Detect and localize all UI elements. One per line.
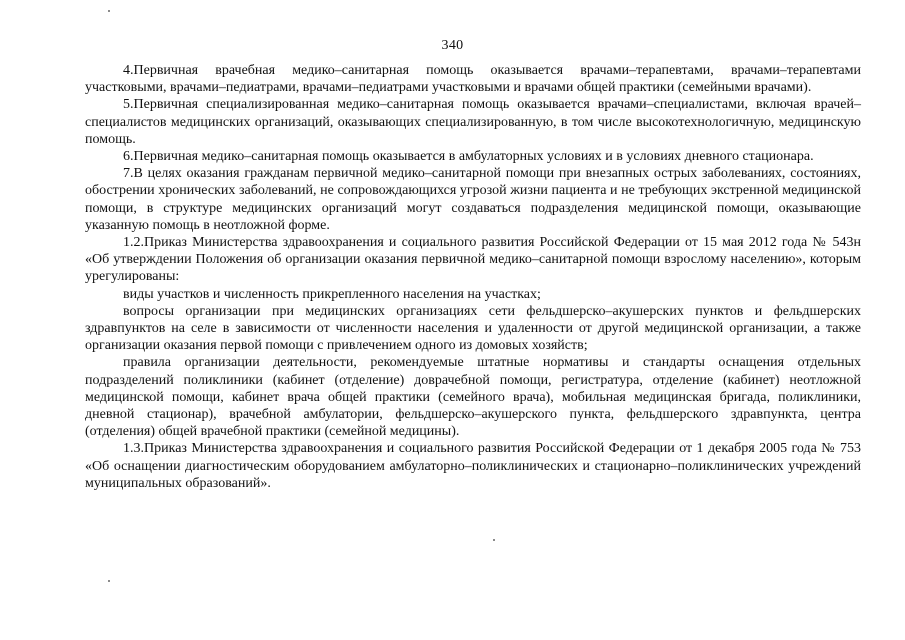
paragraph-item-6: 6.Первичная медико–санитарная помощь оказывается в амбулаторных условиях и в условиях дневного стационара. (123, 149, 814, 165)
scan-speck (108, 580, 110, 582)
page-number: 340 (441, 38, 464, 53)
scan-speck (493, 539, 495, 541)
paragraph-order-543n: 1.2.Приказ Министерства здравоохранения и социального развития Российской Федерации от 15 мая 2012 года № 543н «Об утверждении Положения об организации оказания первичной медико–санитарной помощи взрослому населению», которым урегулированы: (85, 235, 861, 285)
paragraph-list-item: правила организации деятельности, рекомендуемые штатные нормативы и стандарты оснащения отдельных подразделений поликлиники (кабинет (отделение) доврачебной помощи, регистратура, отделение (кабинет) неотложной медицинской помощи, кабинет врача общей практики (семейного врача), мобильная медицинская бригада, поликлиники, дневной стационар), врачебной амбулатории, фельдшерско–акушерского пункта, фельдшерского здравпункта, центра (отделения) общей врачебной практики (семейной медицины). (85, 355, 861, 440)
paragraph-list-item: вопросы организации при медицинских организациях сети фельдшерско–акушерских пунктов и фельдшерских здравпунктов на селе в зависимости от численности населения и удаленности от другой медицинской организации, а также организации оказания первой помощи с привлечением одного из домовых хозяйств; (85, 303, 861, 354)
scan-speck (108, 10, 110, 12)
paragraph-order-753: 1.3.Приказ Министерства здравоохранения и социального развития Российской Федерации от 1 декабря 2005 года № 753 «Об оснащении диагностическим оборудованием амбулаторно–поликлинических и стационарно–поликлинических учреждений муниципальных образований». (85, 441, 861, 491)
paragraph-item-5: 5.Первичная специализированная медико–санитарная помощь оказывается врачами–специалистами, включая врачей– специалистов медицинских организаций, оказывающих специализированную, в том числе высокотехнологичную, медицинскую помощь. (85, 97, 861, 147)
document-body (85, 62, 861, 492)
paragraph-item-4: 4.Первичная врачебная медико–санитарная помощь оказывается врачами–терапевтами, врачами–терапевтами участковыми, врачами–педиатрами, врачами–педиатрами участковыми и врачами общей практики (семейными врачами). (85, 63, 861, 96)
paragraph-item-7: 7.В целях оказания гражданам первичной медико–санитарной помощи при внезапных острых заболеваниях, состояниях, обострении хронических заболеваний, не сопровождающихся угрозой жизни пациента и не требующих экстренной медицинской помощи, в структуре медицинских организаций могут создаваться подразделения медицинской помощи, оказывающие указанную помощь в неотложной форме. (85, 166, 861, 233)
paragraph-list-item: виды участков и численность прикрепленного населения на участках; (123, 286, 541, 302)
